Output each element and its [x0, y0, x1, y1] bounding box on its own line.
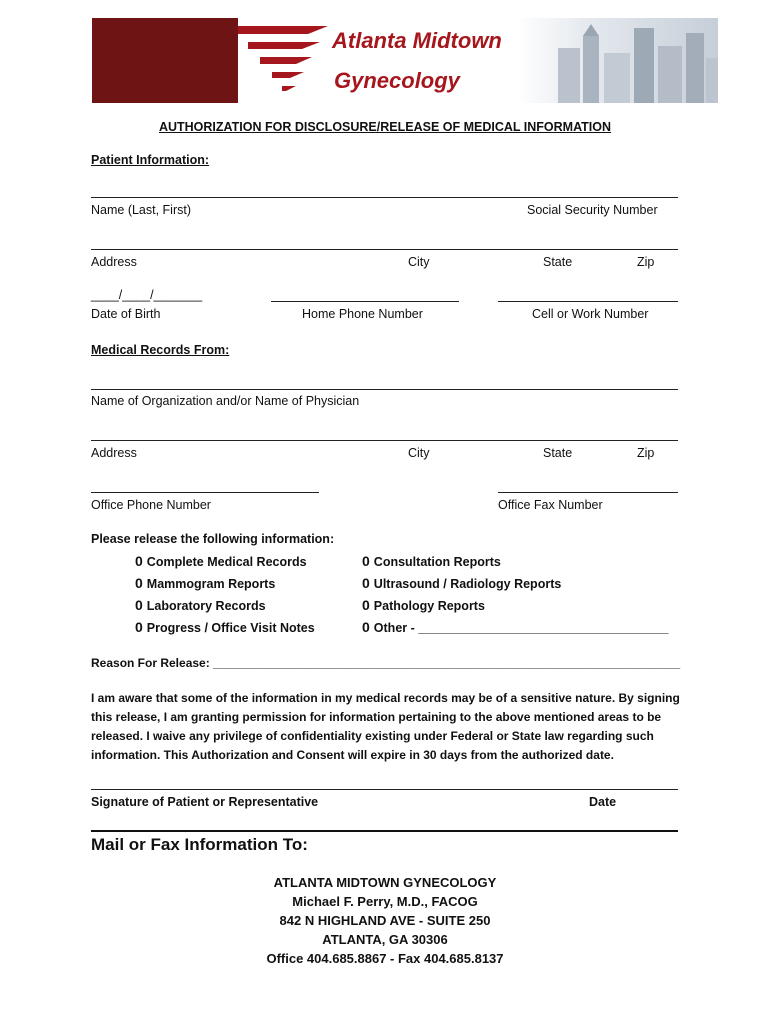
cell-phone-label: Cell or Work Number [532, 307, 649, 321]
checkbox-marker: 0 [135, 553, 143, 569]
logo-text-line2: Gynecology [334, 68, 460, 93]
option-consultation[interactable]: 0 Consultation Reports [362, 553, 501, 569]
dob-label: Date of Birth [91, 307, 161, 321]
option-other[interactable]: 0 Other - ____________________________________ [362, 619, 669, 635]
signature-label: Signature of Patient or Representative [91, 795, 319, 809]
contact-street: 842 N HIGHLAND AVE - SUITE 250 [279, 913, 491, 928]
office-phone-label: Office Phone Number [91, 498, 211, 512]
ssn-label: Social Security Number [527, 203, 658, 217]
dob-field[interactable]: ____/____/_______ [91, 288, 203, 302]
checkbox-marker: 0 [135, 597, 143, 613]
checkbox-marker: 0 [135, 619, 143, 635]
checkbox-marker: 0 [362, 575, 370, 591]
records-address-field[interactable] [91, 440, 678, 441]
mail-fax-heading: Mail or Fax Information To: [91, 835, 308, 854]
option-pathology[interactable]: 0 Pathology Reports [362, 597, 485, 613]
form-title: AUTHORIZATION FOR DISCLOSURE/RELEASE OF MEDICAL INFORMATION [158, 120, 612, 134]
organization-field[interactable] [91, 389, 678, 390]
consent-paragraph: I am aware that some of the information in my medical records may be of a sensitive nature. By signing this release, I am granting permission for information pertaining to the above mentioned areas to be released. I waive any privilege of confidentiality existing under Federal or State law regarding such information. This Authorization and Consent will expire in 30 days from the authorized date. [91, 691, 680, 762]
checkbox-marker: 0 [135, 575, 143, 591]
option-mammogram[interactable]: 0 Mammogram Reports [135, 575, 276, 591]
option-complete-records[interactable]: 0 Complete Medical Records [135, 553, 307, 569]
zip-label: Zip [637, 255, 655, 269]
contact-physician: Michael F. Perry, M.D., FACOG [292, 894, 478, 909]
release-heading: Please release the following information: [91, 532, 335, 546]
organization-label: Name of Organization and/or Name of Physician [91, 394, 360, 408]
date-label: Date [589, 795, 617, 809]
city-label: City [408, 255, 430, 269]
option-ultrasound[interactable]: 0 Ultrasound / Radiology Reports [362, 575, 562, 591]
contact-practice-name: ATLANTA MIDTOWN GYNECOLOGY [273, 875, 497, 890]
reason-for-release-field[interactable]: Reason For Release: ______________________________________________________________________ [91, 656, 681, 670]
records-from-heading: Medical Records From: [91, 343, 230, 357]
patient-info-heading: Patient Information: [91, 153, 210, 167]
checkbox-marker: 0 [362, 597, 370, 613]
name-label: Name (Last, First) [91, 203, 192, 217]
patient-name-field[interactable] [91, 197, 678, 198]
cell-phone-field[interactable] [498, 301, 678, 302]
section-divider [91, 830, 678, 832]
home-phone-field[interactable] [271, 301, 459, 302]
records-address-label: Address [91, 446, 137, 460]
header-banner [92, 18, 718, 103]
contact-phone-fax: Office 404.685.8867 - Fax 404.685.8137 [266, 951, 504, 966]
records-city-label: City [408, 446, 430, 460]
option-progress-notes[interactable]: 0 Progress / Office Visit Notes [135, 619, 315, 635]
signature-field[interactable] [91, 789, 678, 790]
office-fax-field[interactable] [498, 492, 678, 493]
checkbox-marker: 0 [362, 553, 370, 569]
checkbox-marker: 0 [362, 619, 370, 635]
state-label: State [543, 255, 573, 269]
home-phone-label: Home Phone Number [302, 307, 423, 321]
logo-text-line1: Atlanta Midtown [332, 28, 502, 53]
option-laboratory[interactable]: 0 Laboratory Records [135, 597, 266, 613]
patient-address-field[interactable] [91, 249, 678, 250]
address-label: Address [91, 255, 137, 269]
office-phone-field[interactable] [91, 492, 319, 493]
banner-red-block [92, 18, 238, 103]
records-zip-label: Zip [637, 446, 655, 460]
records-state-label: State [543, 446, 573, 460]
office-fax-label: Office Fax Number [498, 498, 603, 512]
contact-city-zip: ATLANTA, GA 30306 [322, 932, 448, 947]
